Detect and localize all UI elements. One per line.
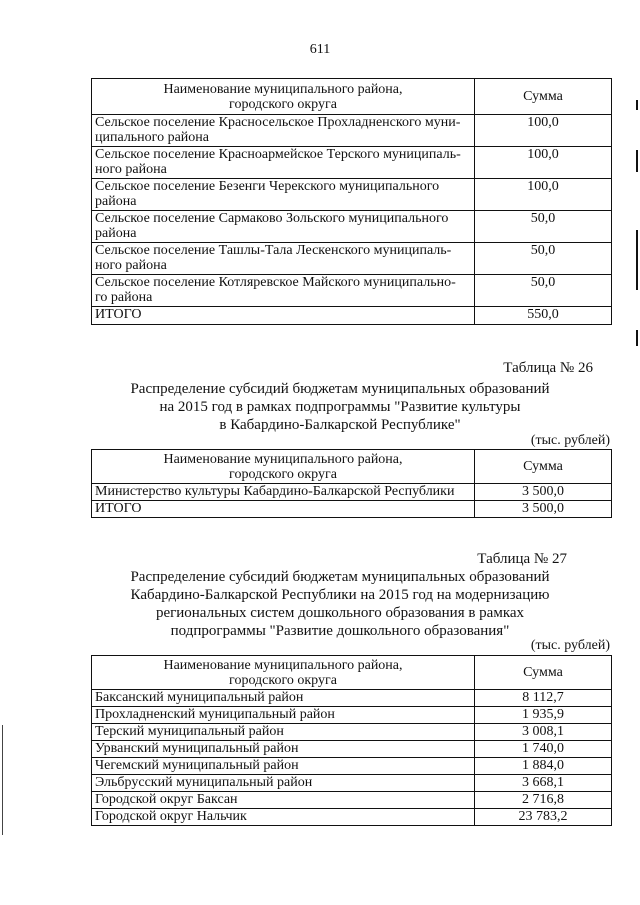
scan-edge-mark [636,330,638,346]
row-sum-cell: 100,0 [475,179,612,211]
table-row [92,792,612,809]
row-sum-cell: 1 884,0 [475,758,612,775]
row-name-cell: ИТОГО [92,501,475,518]
table-27-caption: Таблица № 27 [477,551,567,567]
subsidy-table-26 [91,449,612,518]
row-name-cell: Терский муниципальный район [92,724,475,741]
row-sum-cell: 50,0 [475,275,612,307]
scan-edge-mark [2,725,3,835]
row-sum-cell: 23 783,2 [475,809,612,826]
scan-edge-mark [636,150,638,172]
row-sum-cell: 1 935,9 [475,707,612,724]
table-row [92,809,612,826]
scan-edge-mark [636,100,638,110]
table-row [92,179,612,211]
subsidy-table-continued [91,78,612,325]
table-26-heading: Распределение субсидий бюджетам муниципальных образований на 2015 год в рамках подпрограммы "Развитие культуры в Кабардино-Балкарской Республике" [130,381,550,433]
row-name-cell: Сельское поселение Сармаково Зольского муниципального района [92,211,475,243]
row-name-cell: Городской округ Нальчик [92,809,475,826]
table-row [92,484,612,501]
row-sum-cell: 550,0 [475,307,612,325]
row-sum-cell: 50,0 [475,211,612,243]
row-sum-cell: 100,0 [475,147,612,179]
table-row [92,758,612,775]
row-sum-cell: 3 500,0 [475,484,612,501]
row-sum-cell: 100,0 [475,115,612,147]
row-sum-cell: 3 500,0 [475,501,612,518]
column-header-sum: Сумма [475,450,612,484]
row-name-cell: Сельское поселение Безенги Черекского муниципального района [92,179,475,211]
table-row [92,690,612,707]
row-name-cell: Эльбрусский муниципальный район [92,775,475,792]
row-sum-cell: 8 112,7 [475,690,612,707]
table-row [92,775,612,792]
row-name-cell: Сельское поселение Красноармейское Терского муниципаль- ного района [92,147,475,179]
subsidy-table-27 [91,655,612,826]
table-row [92,741,612,758]
row-name-cell: Министерство культуры Кабардино-Балкарской Республики [92,484,475,501]
scan-edge-mark [636,230,638,290]
table-row [92,243,612,275]
table-row [92,501,612,518]
column-header-sum: Сумма [475,656,612,690]
column-header-sum: Сумма [475,79,612,115]
row-name-cell: Прохладненский муниципальный район [92,707,475,724]
row-sum-cell: 3 668,1 [475,775,612,792]
row-name-cell: Урванский муниципальный район [92,741,475,758]
table-27-heading: Распределение субсидий бюджетам муниципальных образований Кабардино-Балкарской Республики на 2015 год на модернизацию региональных систем дошкольного образования в рамках подпрограммы "Развитие дошкольного образования" [130,569,550,639]
row-sum-cell: 2 716,8 [475,792,612,809]
table-row [92,115,612,147]
page-number: 611 [309,42,331,57]
row-sum-cell: 1 740,0 [475,741,612,758]
table-26-caption: Таблица № 26 [503,360,593,376]
table-row [92,707,612,724]
table-26-units: (тыс. рублей) [530,433,610,448]
column-header-name: Наименование муниципального района, городского округа [92,450,475,484]
row-name-cell: Чегемский муниципальный район [92,758,475,775]
row-sum-cell: 3 008,1 [475,724,612,741]
table-27-units: (тыс. рублей) [530,638,610,653]
table-row [92,147,612,179]
row-name-cell: Сельское поселение Котляревское Майского муниципально- го района [92,275,475,307]
column-header-name: Наименование муниципального района, городского округа [92,656,475,690]
row-name-cell: ИТОГО [92,307,475,325]
row-name-cell: Сельское поселение Ташлы-Тала Лескенского муниципаль- ного района [92,243,475,275]
row-name-cell: Баксанский муниципальный район [92,690,475,707]
row-name-cell: Сельское поселение Красносельское Прохладненского муни- ципального района [92,115,475,147]
column-header-name: Наименование муниципального района, городского округа [92,79,475,115]
table-row [92,307,612,325]
table-row [92,275,612,307]
row-sum-cell: 50,0 [475,243,612,275]
row-name-cell: Городской округ Баксан [92,792,475,809]
table-row [92,211,612,243]
table-row [92,724,612,741]
